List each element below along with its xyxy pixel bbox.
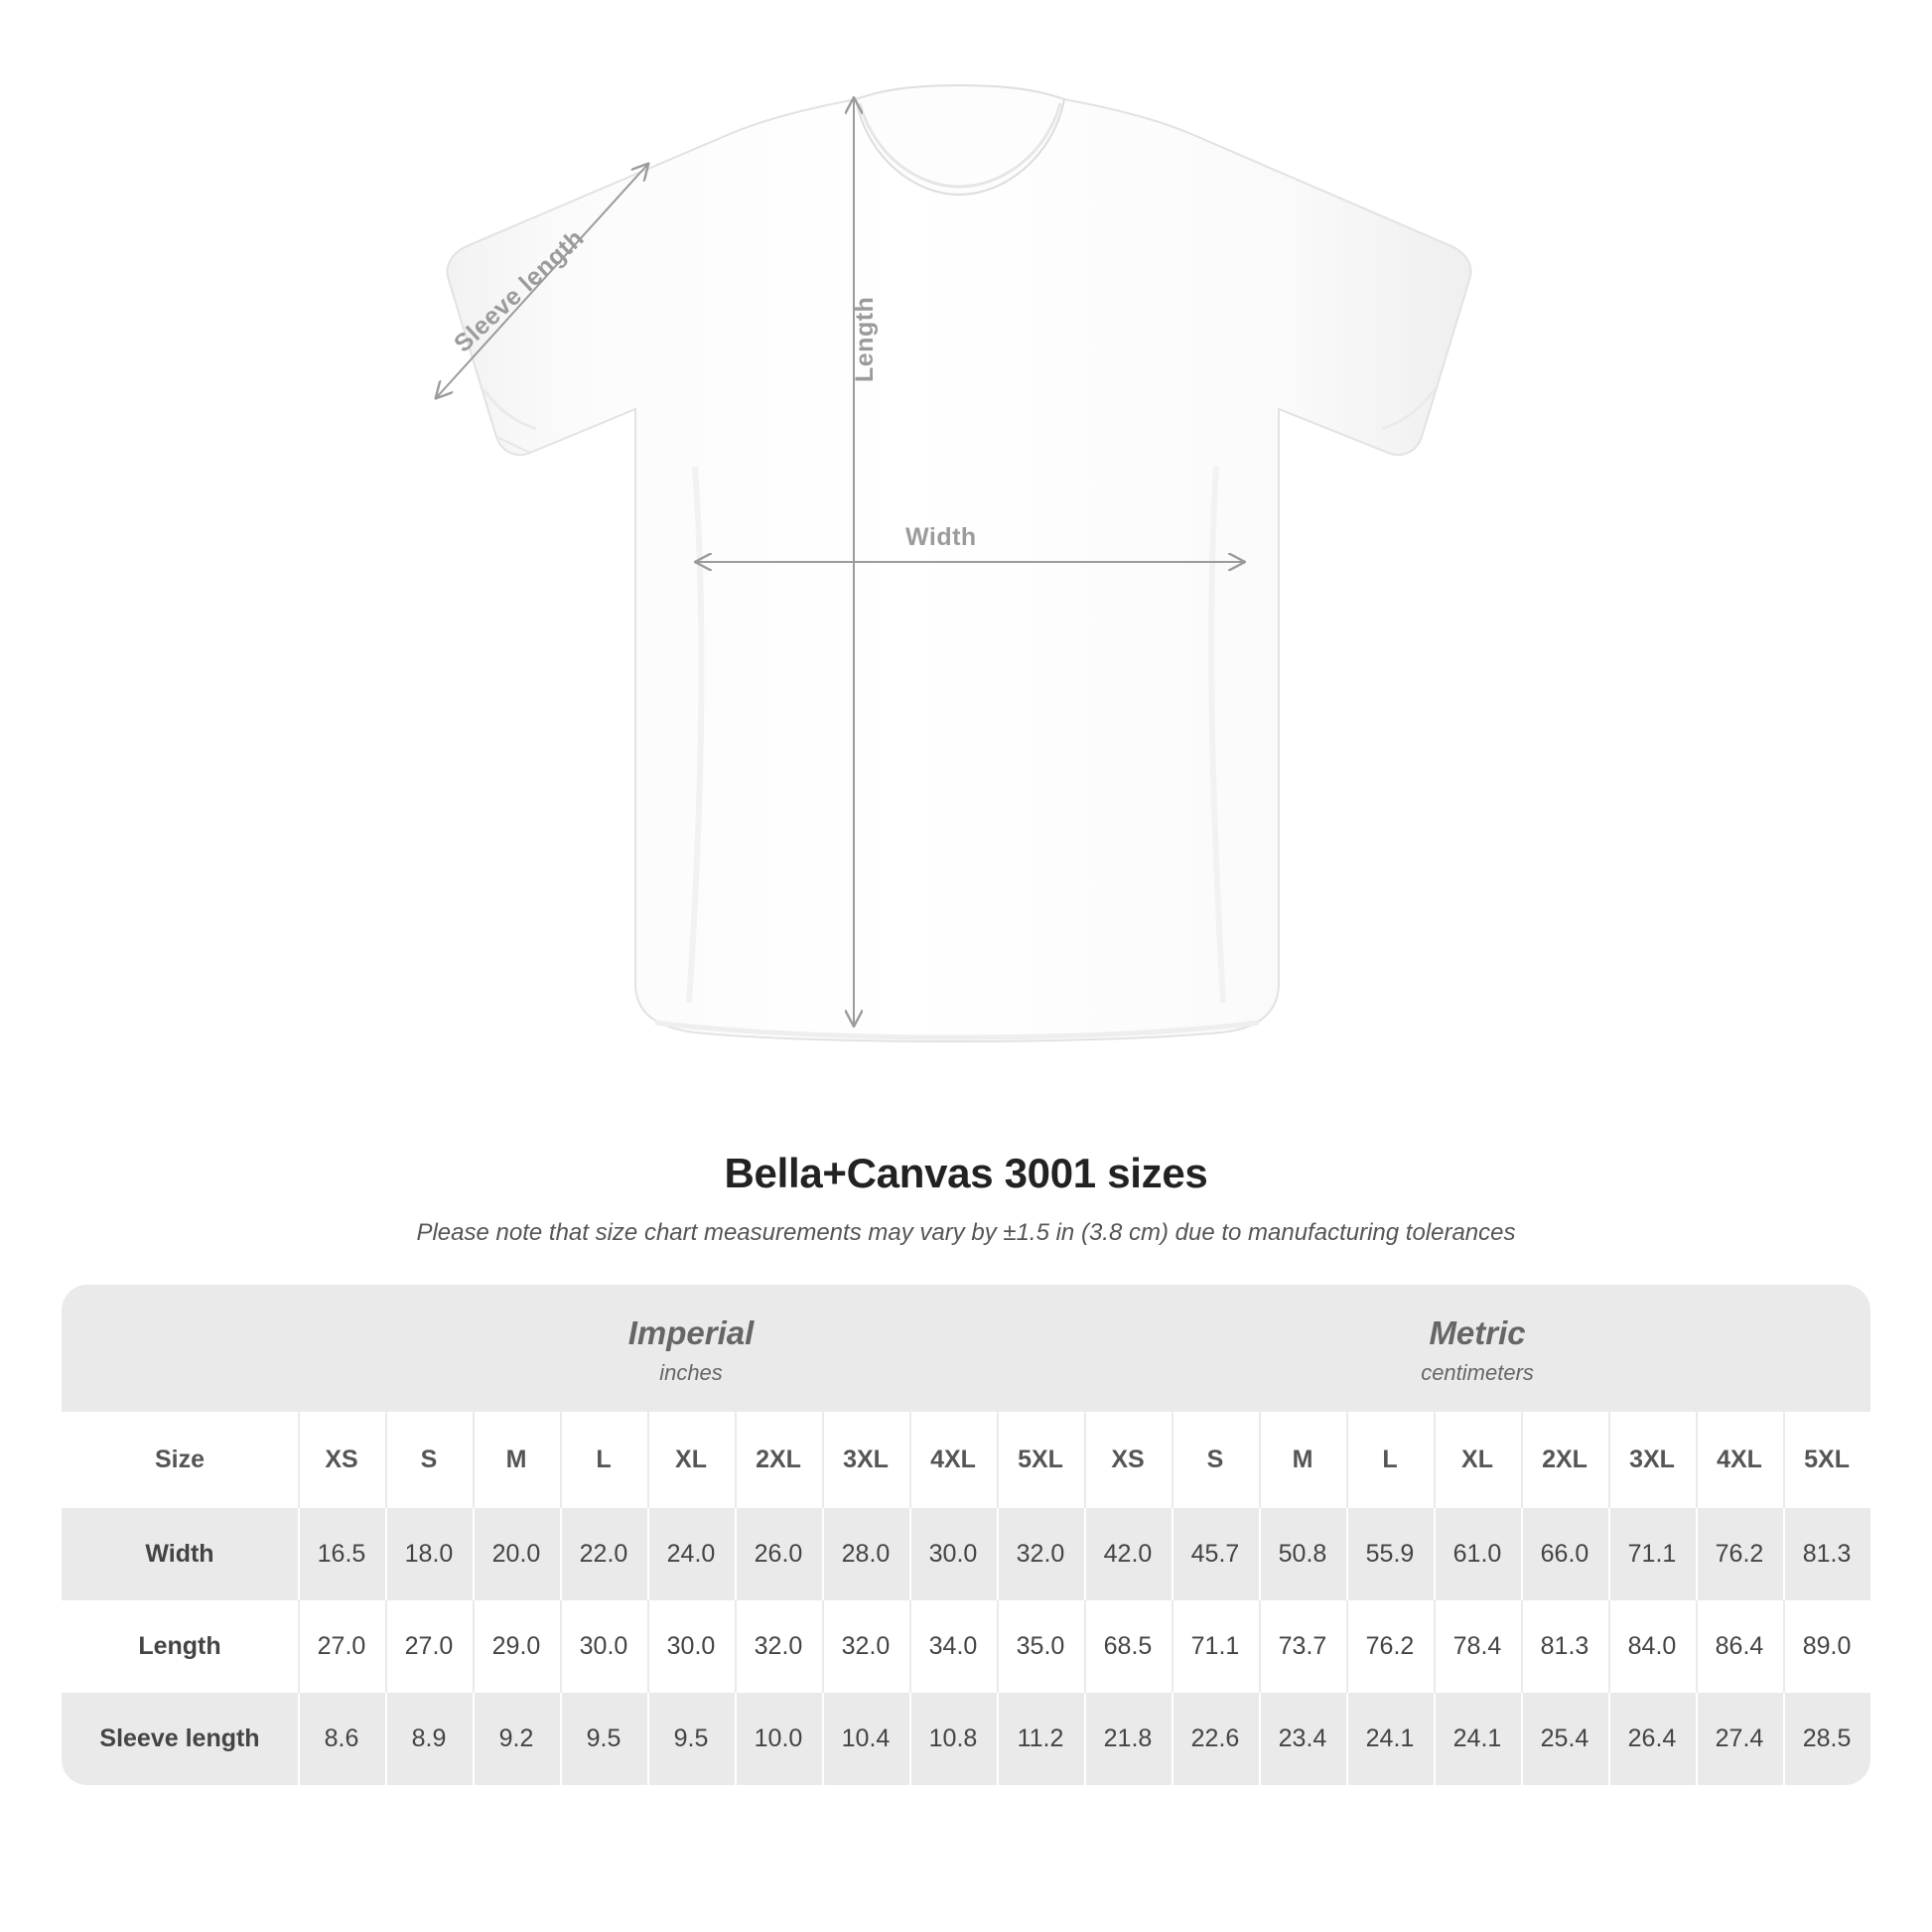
length-imperial-xs: 27.0 xyxy=(298,1600,385,1693)
header-imperial-4xl: 4XL xyxy=(909,1412,997,1508)
size-table xyxy=(62,1285,1870,1785)
table-row-length xyxy=(62,1600,1870,1693)
sleeve-metric-2xl: 25.4 xyxy=(1521,1693,1608,1785)
tolerance-note: Please note that size chart measurements may vary by ±1.5 in (3.8 cm) due to manufacturing tolerances xyxy=(416,1219,1516,1246)
sleeve-metric-l: 24.1 xyxy=(1346,1693,1434,1785)
header-imperial-l: L xyxy=(560,1412,647,1508)
width-imperial-5xl: 32.0 xyxy=(997,1508,1084,1600)
length-imperial-l: 30.0 xyxy=(560,1600,647,1693)
size-table-wrapper xyxy=(62,1285,1870,1785)
width-imperial-xs: 16.5 xyxy=(298,1508,385,1600)
sleeve-imperial-xl: 9.5 xyxy=(647,1693,735,1785)
width-imperial-2xl: 26.0 xyxy=(735,1508,822,1600)
header-imperial-5xl: 5XL xyxy=(997,1412,1084,1508)
width-imperial-m: 20.0 xyxy=(473,1508,560,1600)
width-imperial-s: 18.0 xyxy=(385,1508,473,1600)
length-metric-xs: 68.5 xyxy=(1084,1600,1172,1693)
row-label-sleeve-length: Sleeve length xyxy=(62,1693,298,1785)
sleeve-imperial-3xl: 10.4 xyxy=(822,1693,909,1785)
length-metric-xl: 78.4 xyxy=(1434,1600,1521,1693)
sleeve-metric-3xl: 26.4 xyxy=(1608,1693,1696,1785)
row-label-length: Length xyxy=(62,1600,298,1693)
sleeve-metric-m: 23.4 xyxy=(1259,1693,1346,1785)
sleeve-imperial-s: 8.9 xyxy=(385,1693,473,1785)
length-imperial-4xl: 34.0 xyxy=(909,1600,997,1693)
sleeve-metric-s: 22.6 xyxy=(1172,1693,1259,1785)
sleeve-imperial-2xl: 10.0 xyxy=(735,1693,822,1785)
length-imperial-m: 29.0 xyxy=(473,1600,560,1693)
unit-system-row xyxy=(62,1285,1870,1412)
width-metric-2xl: 66.0 xyxy=(1521,1508,1608,1600)
width-label: Width xyxy=(905,523,977,551)
unit-system-metric xyxy=(1084,1285,1870,1412)
sleeve-imperial-5xl: 11.2 xyxy=(997,1693,1084,1785)
header-imperial-xl: XL xyxy=(647,1412,735,1508)
width-metric-4xl: 76.2 xyxy=(1696,1508,1783,1600)
length-imperial-s: 27.0 xyxy=(385,1600,473,1693)
header-metric-s: S xyxy=(1172,1412,1259,1508)
unit-system-imperial xyxy=(298,1285,1084,1412)
length-imperial-5xl: 35.0 xyxy=(997,1600,1084,1693)
metric-name: Metric xyxy=(1429,1314,1526,1351)
length-label: Length xyxy=(851,296,879,382)
sleeve-imperial-l: 9.5 xyxy=(560,1693,647,1785)
width-metric-m: 50.8 xyxy=(1259,1508,1346,1600)
header-metric-4xl: 4XL xyxy=(1696,1412,1783,1508)
header-metric-2xl: 2XL xyxy=(1521,1412,1608,1508)
table-row-sleeve-length xyxy=(62,1693,1870,1785)
header-metric-5xl: 5XL xyxy=(1783,1412,1870,1508)
length-metric-4xl: 86.4 xyxy=(1696,1600,1783,1693)
length-imperial-2xl: 32.0 xyxy=(735,1600,822,1693)
header-imperial-xs: XS xyxy=(298,1412,385,1508)
width-metric-5xl: 81.3 xyxy=(1783,1508,1870,1600)
header-metric-xl: XL xyxy=(1434,1412,1521,1508)
row-label-width: Width xyxy=(62,1508,298,1600)
sleeve-metric-4xl: 27.4 xyxy=(1696,1693,1783,1785)
width-metric-s: 45.7 xyxy=(1172,1508,1259,1600)
length-metric-3xl: 84.0 xyxy=(1608,1600,1696,1693)
width-imperial-3xl: 28.0 xyxy=(822,1508,909,1600)
length-metric-s: 71.1 xyxy=(1172,1600,1259,1693)
header-imperial-s: S xyxy=(385,1412,473,1508)
unit-system-spacer xyxy=(62,1285,298,1412)
width-metric-xl: 61.0 xyxy=(1434,1508,1521,1600)
header-metric-m: M xyxy=(1259,1412,1346,1508)
header-imperial-3xl: 3XL xyxy=(822,1412,909,1508)
length-metric-l: 76.2 xyxy=(1346,1600,1434,1693)
header-imperial-m: M xyxy=(473,1412,560,1508)
length-metric-m: 73.7 xyxy=(1259,1600,1346,1693)
imperial-name: Imperial xyxy=(627,1314,755,1351)
length-metric-2xl: 81.3 xyxy=(1521,1600,1608,1693)
page-title: Bella+Canvas 3001 sizes xyxy=(724,1150,1208,1196)
tshirt-shape xyxy=(448,85,1471,1041)
length-metric-5xl: 89.0 xyxy=(1783,1600,1870,1693)
length-imperial-3xl: 32.0 xyxy=(822,1600,909,1693)
width-imperial-l: 22.0 xyxy=(560,1508,647,1600)
header-metric-l: L xyxy=(1346,1412,1434,1508)
width-metric-xs: 42.0 xyxy=(1084,1508,1172,1600)
width-imperial-xl: 24.0 xyxy=(647,1508,735,1600)
sleeve-metric-5xl: 28.5 xyxy=(1783,1693,1870,1785)
header-metric-xs: XS xyxy=(1084,1412,1172,1508)
sleeve-imperial-xs: 8.6 xyxy=(298,1693,385,1785)
size-header: Size xyxy=(62,1412,298,1508)
sleeve-imperial-4xl: 10.8 xyxy=(909,1693,997,1785)
length-imperial-xl: 30.0 xyxy=(647,1600,735,1693)
title-block xyxy=(0,1150,1932,1247)
imperial-unit: inches xyxy=(659,1360,723,1385)
sleeve-metric-xl: 24.1 xyxy=(1434,1693,1521,1785)
header-imperial-2xl: 2XL xyxy=(735,1412,822,1508)
sleeve-length-label: Sleeve length xyxy=(449,223,590,358)
width-imperial-4xl: 30.0 xyxy=(909,1508,997,1600)
sleeve-imperial-m: 9.2 xyxy=(473,1693,560,1785)
table-row-width xyxy=(62,1508,1870,1600)
table-header-row xyxy=(62,1412,1870,1508)
width-metric-3xl: 71.1 xyxy=(1608,1508,1696,1600)
width-metric-l: 55.9 xyxy=(1346,1508,1434,1600)
sleeve-metric-xs: 21.8 xyxy=(1084,1693,1172,1785)
metric-unit: centimeters xyxy=(1421,1360,1534,1385)
header-metric-3xl: 3XL xyxy=(1608,1412,1696,1508)
